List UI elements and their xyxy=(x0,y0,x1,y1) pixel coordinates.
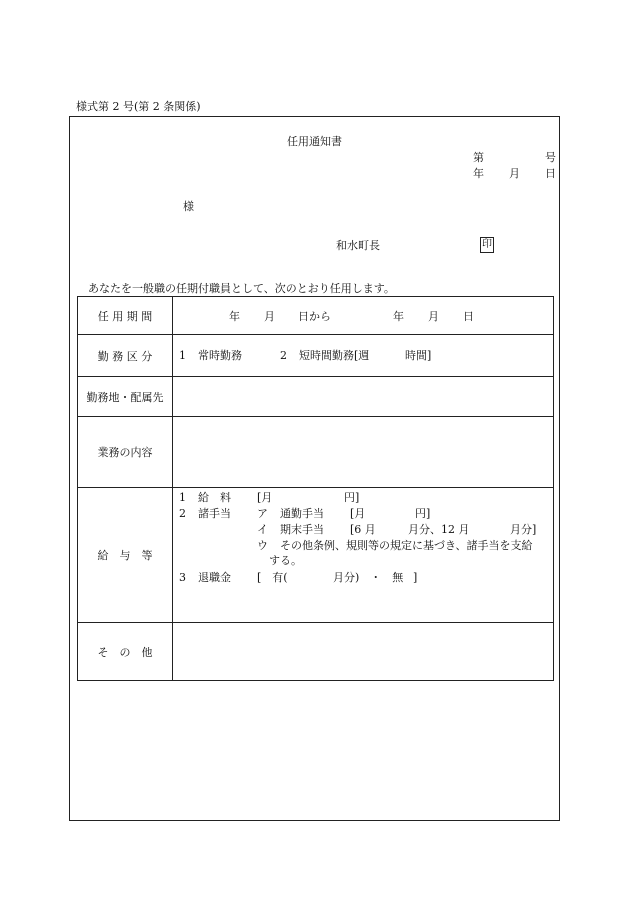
pay-a-close: 円] xyxy=(415,507,431,520)
addressee-suffix: 様 xyxy=(183,200,194,213)
pay-item1-num: 1 xyxy=(179,491,186,504)
row-workplace xyxy=(78,377,554,417)
work-type-opt2: 短時間勤務[週 xyxy=(299,349,370,362)
other-value xyxy=(173,623,554,681)
pay-item1-close: 円] xyxy=(344,491,360,504)
row-period xyxy=(78,297,554,335)
number-prefix: 第 xyxy=(473,151,484,164)
pay-item3-open: [ 有( xyxy=(257,571,288,584)
period-label: 任 用 期 間 xyxy=(78,297,173,335)
period-from-year: 年 xyxy=(229,310,240,323)
work-type-opt1: 常時勤務 xyxy=(198,349,242,362)
pay-u-text2: する。 xyxy=(269,554,302,567)
pay-a-mark: ア xyxy=(257,507,268,520)
row-work-type xyxy=(78,335,554,377)
document-title: 任用通知書 xyxy=(287,135,342,148)
row-pay xyxy=(78,488,554,623)
date-day-label: 日 xyxy=(545,167,556,180)
row-other xyxy=(78,623,554,681)
pay-item1-label: 給 料 xyxy=(198,491,231,504)
date-year-label: 年 xyxy=(473,167,484,180)
work-type-opt2-end: 時間] xyxy=(405,349,432,362)
pay-item3-label: 退職金 xyxy=(198,571,231,584)
pay-item3-num: 3 xyxy=(179,571,186,584)
pay-item2-num: 2 xyxy=(179,507,186,520)
number-suffix: 号 xyxy=(545,151,556,164)
issuer-name: 和水町長 xyxy=(336,239,380,252)
period-to-month: 月 xyxy=(428,310,439,323)
pay-a-label: 通勤手当 xyxy=(280,507,324,520)
pay-u-mark: ウ xyxy=(257,539,268,552)
pay-u-text1: その他条例、規則等の規定に基づき、諸手当を支給 xyxy=(280,539,533,552)
pay-item2-label: 諸手当 xyxy=(198,507,231,520)
pay-label: 給 与 等 xyxy=(78,488,173,623)
other-label: そ の 他 xyxy=(78,623,173,681)
pay-i-close: 月分] xyxy=(510,523,537,536)
work-type-opt1-num: 1 xyxy=(179,349,186,362)
pay-item3-mid: 月分) ・ 無 xyxy=(333,571,404,584)
period-to-day: 日 xyxy=(463,310,474,323)
date-month-label: 月 xyxy=(509,167,520,180)
intro-text: あなたを一般職の任期付職員として、次のとおり任用します。 xyxy=(88,282,395,295)
pay-i-mid: 月分、12 月 xyxy=(408,523,470,536)
work-type-label: 勤 務 区 分 xyxy=(78,335,173,377)
period-value xyxy=(173,297,554,335)
workplace-value xyxy=(173,377,554,417)
workplace-label: 勤務地・配属先 xyxy=(78,377,173,417)
duties-label: 業務の内容 xyxy=(78,417,173,488)
duties-value xyxy=(173,417,554,488)
appointment-terms-table xyxy=(77,296,554,681)
work-type-opt2-num: 2 xyxy=(280,349,287,362)
work-type-value xyxy=(173,335,554,377)
period-to-year: 年 xyxy=(393,310,404,323)
period-from-month: 月 xyxy=(264,310,275,323)
row-duties xyxy=(78,417,554,488)
form-reference: 様式第 2 号(第 2 条関係) xyxy=(76,100,201,113)
pay-i-open: [6 月 xyxy=(350,523,376,536)
pay-i-mark: イ xyxy=(257,523,268,536)
pay-item1-open: [月 xyxy=(257,491,273,504)
pay-item3-close: ] xyxy=(413,571,418,584)
pay-a-open: [月 xyxy=(350,507,366,520)
pay-value xyxy=(173,488,554,623)
period-from-day: 日から xyxy=(298,310,331,323)
pay-i-label: 期末手当 xyxy=(280,523,324,536)
seal-mark: 印 xyxy=(480,237,494,253)
